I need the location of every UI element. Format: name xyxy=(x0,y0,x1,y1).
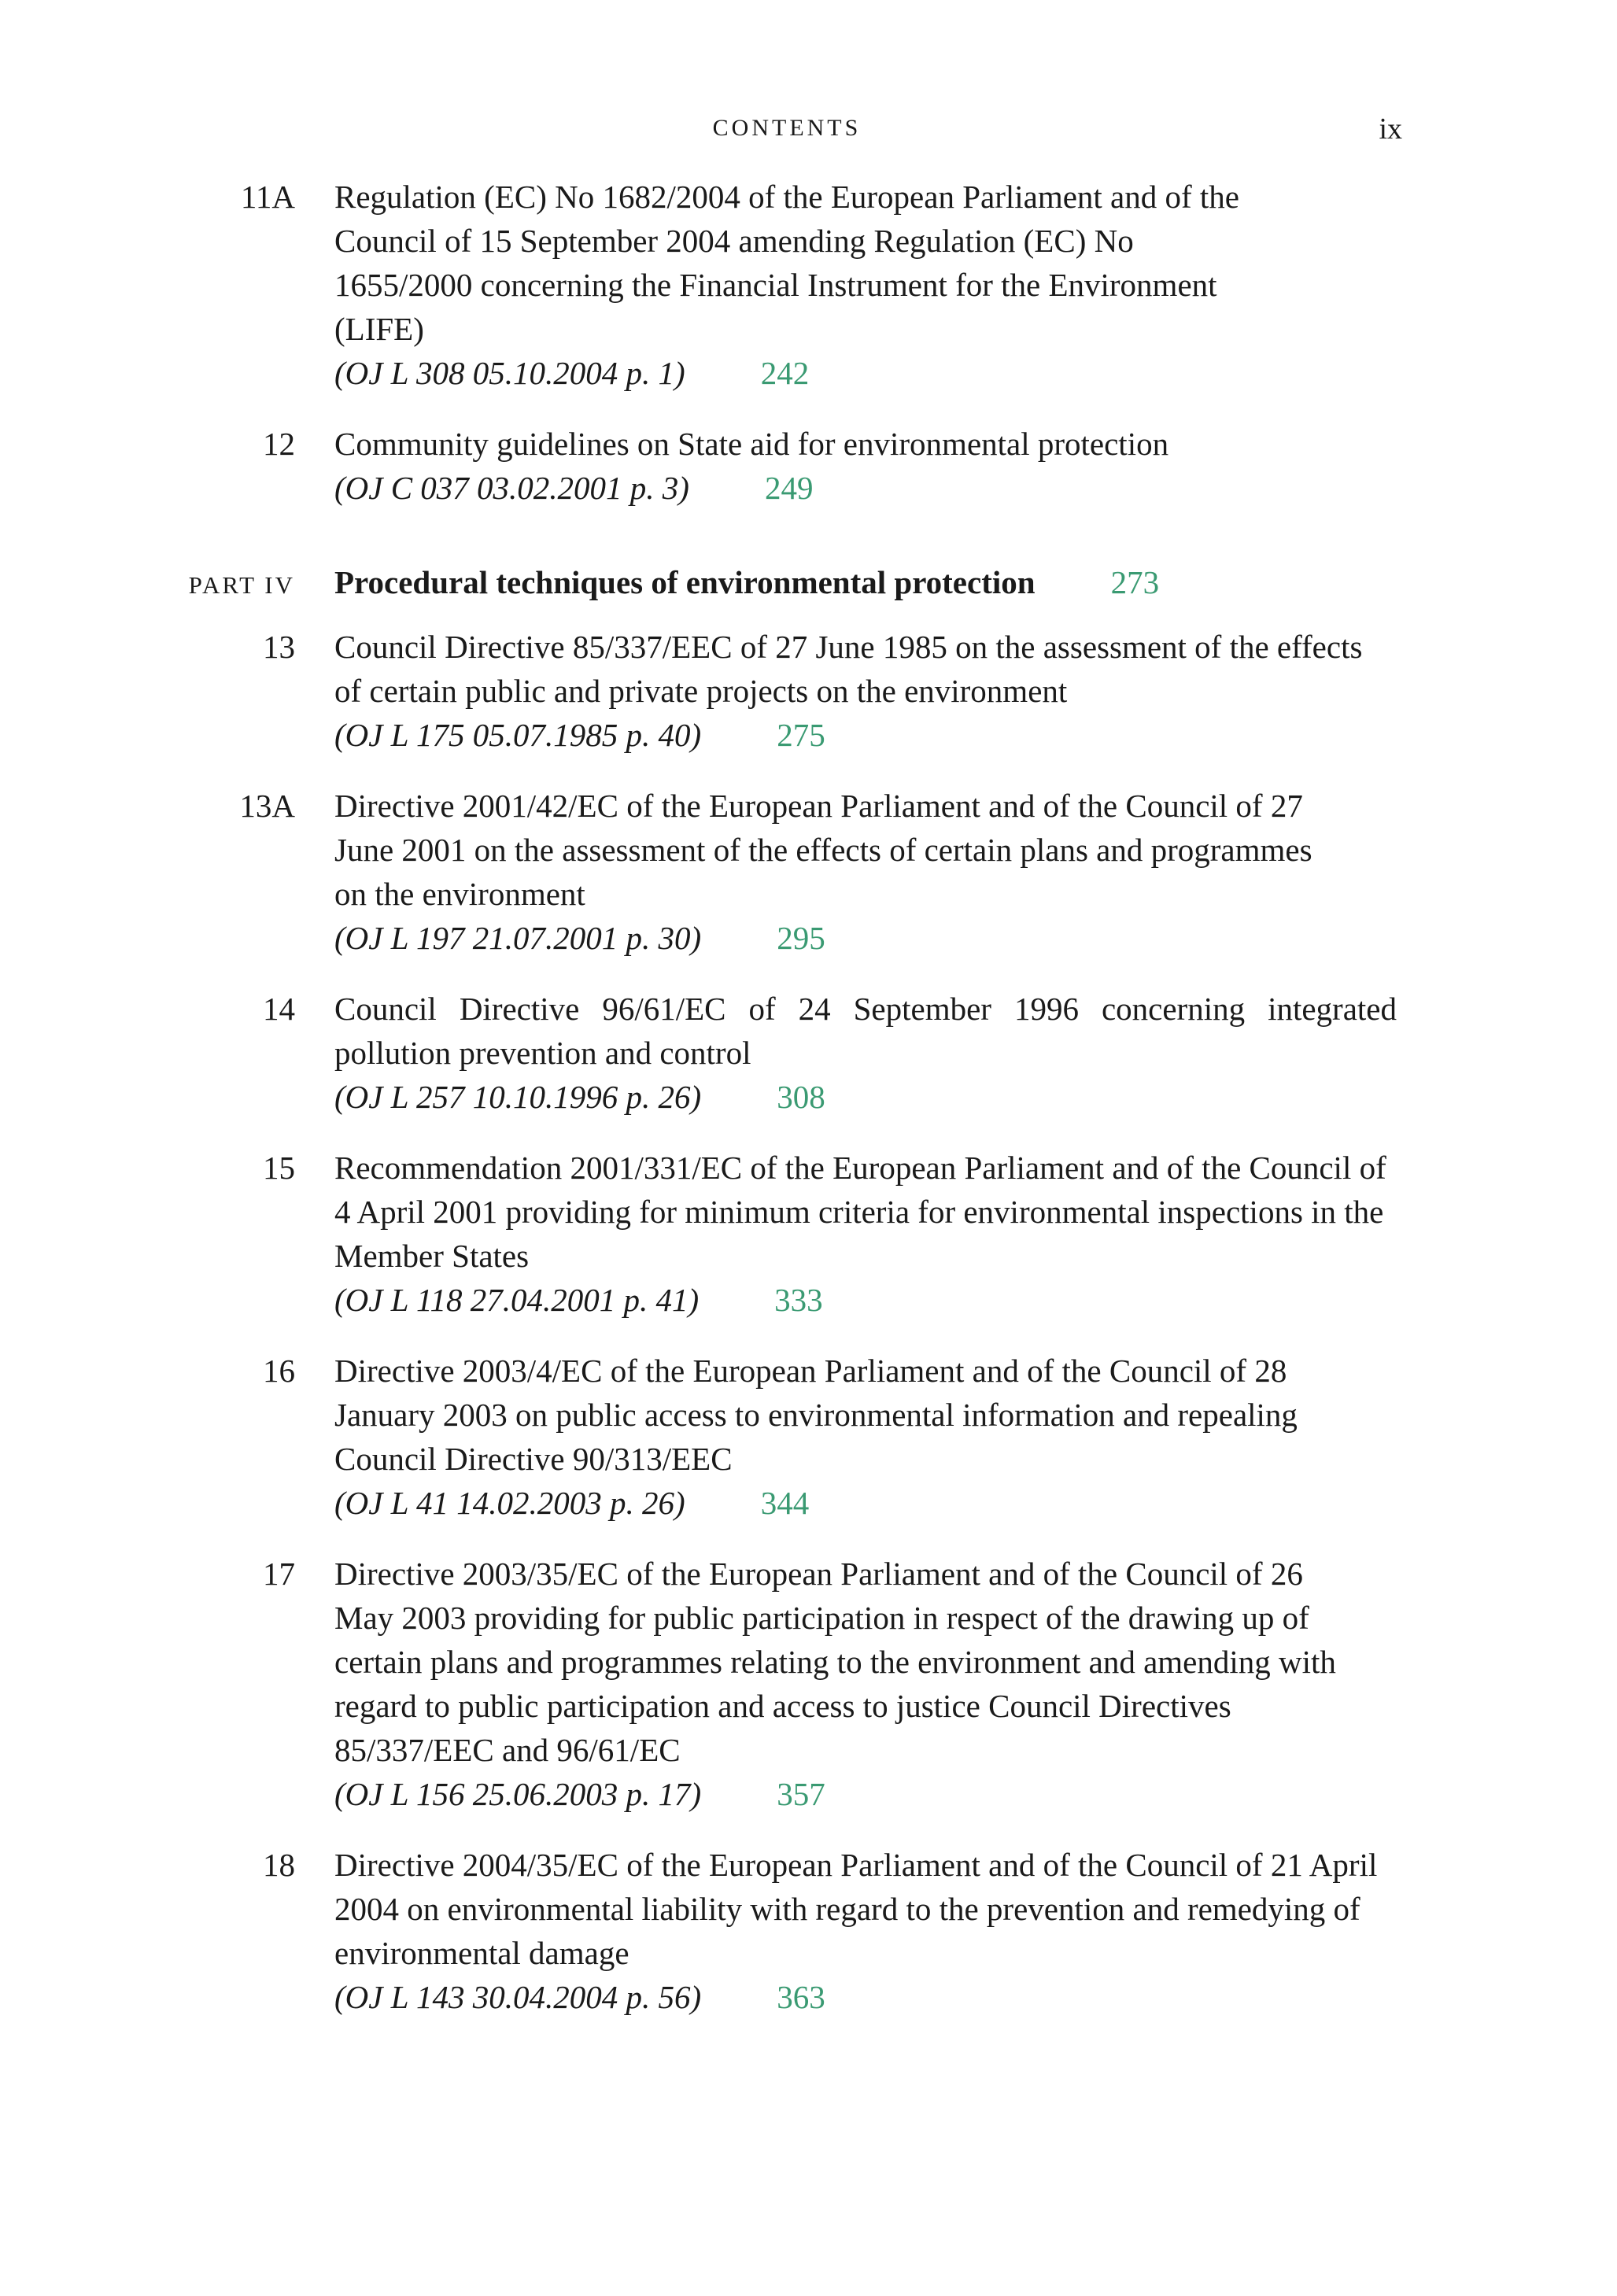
entry-number: 11A xyxy=(240,179,295,215)
entry-title: Directive 2003/35/EC of the European Parliament and of the Council of 26 May 2003 providing for public participation in respect of the drawing up of certain plans and programmes relating to the environment and amending with regard to public participation and access to justice Council Directives 85/337/EEC and 96/61/EC xyxy=(334,1556,1336,1768)
entry-body xyxy=(334,175,1397,395)
entry-citation-line xyxy=(334,1481,1397,1525)
entry-citation-line xyxy=(334,916,1397,960)
entry-page-link[interactable]: 344 xyxy=(760,1485,810,1521)
entry-number: 14 xyxy=(263,991,295,1027)
contents-entry xyxy=(0,1552,1617,1816)
entry-body xyxy=(334,1552,1397,1816)
entry-body xyxy=(334,1843,1397,2019)
entry-page-link[interactable]: 273 xyxy=(1110,564,1160,600)
entry-page-link[interactable]: 308 xyxy=(777,1079,825,1115)
entry-title: Recommendation 2001/331/EC of the European Parliament and of the Council of 4 April 2001 providing for minimum criteria for environmental inspections in the Member States xyxy=(334,1150,1386,1274)
entry-title: Directive 2004/35/EC of the European Parliament and of the Council of 21 April 2004 on environmental liability with regard to the prevention and remedying of environmental damage xyxy=(334,1847,1378,1971)
running-title: CONTENTS xyxy=(712,115,862,141)
entry-citation: (OJ L 197 21.07.2001 p. 30) xyxy=(334,920,702,956)
part-label: PART IV xyxy=(188,571,295,599)
entry-title: Directive 2003/4/EC of the European Parliament and of the Council of 28 January 2003 on public access to environmental information and repealing Council Directive 90/313/EEC xyxy=(334,1353,1298,1477)
entry-number: 18 xyxy=(263,1847,295,1883)
entry-title: Council Directive 96/61/EC of 24 September 1996 concerning integrated pollution prevention and control xyxy=(334,991,1397,1071)
entry-citation: (OJ L 143 30.04.2004 p. 56) xyxy=(334,1979,702,2015)
contents-entry xyxy=(0,175,1617,395)
entry-number: 13A xyxy=(239,788,295,824)
contents-entry xyxy=(0,784,1617,960)
entry-body xyxy=(334,1146,1397,1322)
entry-page-link[interactable]: 242 xyxy=(760,355,810,391)
page-number: ix xyxy=(1379,113,1402,146)
entry-citation: (OJ L 308 05.10.2004 p. 1) xyxy=(334,355,685,391)
contents-entry xyxy=(0,1349,1617,1525)
entry-citation-line xyxy=(334,1075,1397,1119)
entry-number: 16 xyxy=(263,1353,295,1389)
part-heading-entry xyxy=(0,560,1617,604)
entry-page-link[interactable]: 249 xyxy=(764,470,814,506)
entry-body xyxy=(334,560,1397,604)
entry-title: Directive 2001/42/EC of the European Parliament and of the Council of 27 June 2001 on the assessment of the effects of certain plans and programmes on the environment xyxy=(334,788,1312,912)
running-head xyxy=(0,112,1617,151)
entry-citation: (OJ L 156 25.06.2003 p. 17) xyxy=(334,1776,702,1812)
entry-number: 13 xyxy=(263,629,295,665)
entry-citation: (OJ L 118 27.04.2001 p. 41) xyxy=(334,1282,700,1318)
entry-citation-line xyxy=(334,1278,1397,1322)
entry-citation-line xyxy=(334,351,1397,395)
entry-title: Community guidelines on State aid for environmental protection xyxy=(334,426,1169,462)
entry-page-link[interactable]: 363 xyxy=(777,1979,825,2015)
entry-citation: (OJ L 257 10.10.1996 p. 26) xyxy=(334,1079,702,1115)
entry-citation-line xyxy=(334,1975,1397,2019)
entry-body xyxy=(334,784,1397,960)
entry-body xyxy=(334,987,1397,1119)
contents-list xyxy=(0,175,1617,2046)
entry-citation-line xyxy=(334,713,1397,757)
entry-title: Regulation (EC) No 1682/2004 of the European Parliament and of the Council of 15 September 2004 amending Regulation (EC) No 1655/2000 concerning the Financial Instrument for the Environment (LIFE) xyxy=(334,179,1240,347)
entry-body xyxy=(334,625,1397,757)
entry-citation: (OJ L 41 14.02.2003 p. 26) xyxy=(334,1485,685,1521)
entry-title: Council Directive 85/337/EEC of 27 June 1985 on the assessment of the effects of certain public and private projects on the environment xyxy=(334,629,1363,709)
entry-page-link[interactable]: 357 xyxy=(777,1776,825,1812)
contents-entry xyxy=(0,1146,1617,1322)
entry-citation: (OJ C 037 03.02.2001 p. 3) xyxy=(334,470,689,506)
entry-body xyxy=(334,1349,1397,1525)
entry-citation-line xyxy=(334,466,1397,510)
entry-citation-line xyxy=(334,1772,1397,1816)
contents-entry xyxy=(0,422,1617,510)
contents-entry xyxy=(0,625,1617,757)
entry-page-link[interactable]: 295 xyxy=(777,920,825,956)
entry-page-link[interactable]: 333 xyxy=(774,1282,823,1318)
entry-page-link[interactable]: 275 xyxy=(777,717,825,753)
entry-number: 12 xyxy=(263,426,295,462)
contents-entry xyxy=(0,987,1617,1119)
entry-body xyxy=(334,422,1397,510)
entry-number: 15 xyxy=(263,1150,295,1186)
entry-citation: (OJ L 175 05.07.1985 p. 40) xyxy=(334,717,702,753)
part-title: Procedural techniques of environmental protection xyxy=(334,564,1036,600)
entry-number: 17 xyxy=(263,1556,295,1592)
contents-entry xyxy=(0,1843,1617,2019)
